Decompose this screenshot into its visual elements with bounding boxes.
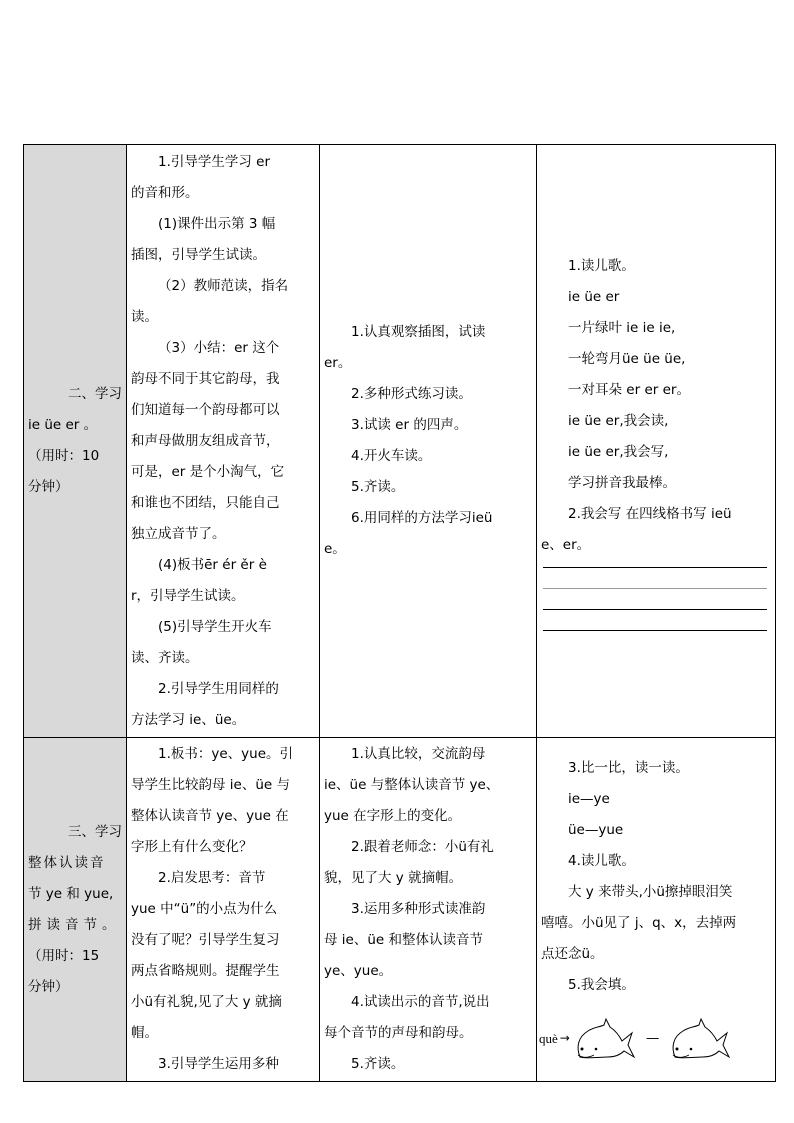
text-line: ie üe er,我会读, — [568, 413, 669, 429]
text-line: 学习拼音我最棒。 — [568, 475, 676, 491]
text-line: 和声母做朋友组成音节， — [131, 432, 280, 449]
text-line: 5.齐读。 — [351, 479, 405, 495]
text-line: 母 ie、üe 和整体认读音节 — [324, 932, 484, 948]
text-line: 读、齐读。 — [131, 649, 199, 666]
text-line: 读。 — [131, 308, 158, 325]
text-line: ie üe er,我会写, — [568, 444, 669, 460]
text-line: 1.引导学生学习 er — [158, 153, 271, 170]
text-line: 字形上有什么变化？ — [131, 839, 253, 855]
text-line: 点还念ü。 — [541, 945, 604, 962]
text-line: 整体认读音节 ye、yue 在 — [131, 808, 289, 824]
text-line: (4)板书ēr ér ěr è — [158, 556, 267, 573]
section-cell — [24, 145, 127, 738]
text-line: 韵母不同于其它韵母，我 — [131, 370, 280, 387]
text-line: 独立成音节了。 — [131, 525, 226, 542]
dash-separator: — — [645, 1030, 660, 1046]
grid-line — [543, 609, 767, 610]
text-line: (5)引导学生开火车 — [158, 618, 272, 635]
grid-line — [543, 567, 767, 568]
text-line: 一片绿叶 ie ie ie, — [568, 320, 676, 336]
text-line: 2.跟着老师念：小ü有礼 — [351, 839, 494, 855]
text-line: 可是，er 是个小淘气，它 — [131, 463, 285, 480]
text-line: 3.试读 er 的四声。 — [351, 417, 468, 433]
text-line: （2）教师范读，指名 — [158, 277, 289, 294]
section-cell — [24, 738, 127, 1082]
text-line: 的音和形。 — [131, 184, 199, 201]
text-line: ie üe er — [568, 289, 620, 305]
text-line: ie、üe 与整体认读音节 ye、 — [324, 777, 500, 793]
shark-icon — [669, 1017, 731, 1061]
text-line: 3.运用多种形式读准韵 — [351, 901, 486, 917]
text-line: yue 中“ü”的小点为什么 — [131, 901, 278, 917]
text-line: 5.我会填。 — [568, 976, 635, 993]
text-line: 1.读儿歌。 — [568, 258, 635, 274]
text-line: 两点省略规则。提醒学生 — [131, 963, 280, 979]
text-line: 2.我会写 在四线格书写 ieü — [568, 506, 732, 522]
student-activity-cell — [320, 145, 537, 738]
section-title: 二、学习 — [68, 386, 122, 402]
text-line: üe—yue — [568, 821, 624, 838]
shark-icon — [574, 1017, 636, 1061]
text-line: 4.开火车读。 — [351, 448, 432, 464]
grid-line — [543, 588, 767, 589]
practice-text — [541, 251, 771, 561]
text-line: (1)课件出示第 3 幅 — [158, 215, 276, 232]
text-line: 一对耳朵 er er er。 — [568, 382, 690, 398]
text-line: 2.多种形式练习读。 — [351, 386, 472, 402]
text-line: 貌，见了大 y 就摘帽。 — [324, 870, 463, 886]
text-line: er。 — [324, 355, 352, 371]
teacher-activity-cell — [127, 145, 320, 738]
text-line: 4.试读出示的音节,说出 — [351, 994, 490, 1010]
text-line: 没有了呢？引导学生复习 — [131, 932, 280, 948]
text-line: ie—ye — [568, 790, 610, 807]
text-line: 1.认真观察插图，试读 — [351, 324, 486, 340]
text-line: e。 — [324, 541, 346, 557]
text-line: ye、yue。 — [324, 963, 393, 979]
text-line: 嘻嘻。小ü见了 j、q、x，去掉两 — [541, 914, 737, 931]
text-line: 5.齐读。 — [351, 1056, 405, 1072]
text-line: 6.用同样的方法学习ieü — [351, 510, 493, 526]
section-time: （用时：10 — [28, 448, 100, 464]
practice-cell — [537, 145, 776, 738]
text-line: 帽。 — [131, 1025, 158, 1041]
teacher-activity-cell — [127, 738, 320, 1082]
section-time-unit: 分钟） — [28, 978, 69, 995]
section-title-line: 拼读音节。 — [28, 916, 121, 933]
section-title: 三、学习 — [68, 823, 122, 840]
section-title-line: 整体认读音 — [28, 854, 106, 871]
section-title-line: 节 ye 和 yue, — [28, 885, 114, 902]
practice-cell — [537, 738, 776, 1082]
text-line: e、er。 — [541, 537, 591, 553]
grid-line — [543, 630, 767, 631]
text-line: 每个音节的声母和韵母。 — [324, 1025, 473, 1041]
syllable-label: què — [539, 1031, 558, 1046]
text-line: （3）小结：er 这个 — [158, 339, 280, 356]
four-line-grid — [541, 567, 771, 631]
text-line: 们知道每一个韵母都可以 — [131, 401, 280, 418]
text-line: 插图，引导学生试读。 — [131, 246, 266, 263]
text-line: 小ü有礼貌,见了大 y 就摘 — [131, 994, 282, 1010]
text-line: 2.引导学生用同样的 — [158, 680, 279, 697]
table-row-section-3 — [24, 738, 776, 1082]
text-line: 2.启发思考：音节 — [158, 870, 266, 886]
text-line: 方法学习 ie、üe。 — [131, 711, 246, 728]
section-time-unit: 分钟） — [28, 479, 69, 495]
text-line: 1.板书：ye、yue。引 — [158, 746, 294, 762]
text-line: 大 y 来带头,小ü擦掉眼泪笑 — [568, 883, 733, 900]
fill-in-exercise — [539, 1011, 771, 1067]
table-row-section-2 — [24, 145, 776, 738]
text-line: 和谁也不团结，只能自己 — [131, 494, 280, 511]
section-time: （用时：15 — [28, 947, 100, 964]
text-line: 4.读儿歌。 — [568, 852, 635, 869]
text-line: 1.认真比较，交流韵母 — [351, 746, 486, 762]
student-activity-cell — [320, 738, 537, 1082]
section-title-line: ie üe er 。 — [28, 417, 98, 433]
text-line: 3.比一比，读一读。 — [568, 759, 689, 776]
text-line: 3.引导学生运用多种 — [158, 1056, 279, 1072]
practice-text — [541, 753, 771, 1001]
arrow-icon: → — [559, 1031, 570, 1045]
text-line: r，引导学生试读。 — [131, 587, 245, 604]
lesson-plan-table — [23, 144, 776, 1082]
text-line: 一轮弯月üe üe üe, — [568, 351, 686, 367]
text-line: yue 在字形上的变化。 — [324, 808, 462, 824]
text-line: 导学生比较韵母 ie、üe 与 — [131, 777, 291, 793]
